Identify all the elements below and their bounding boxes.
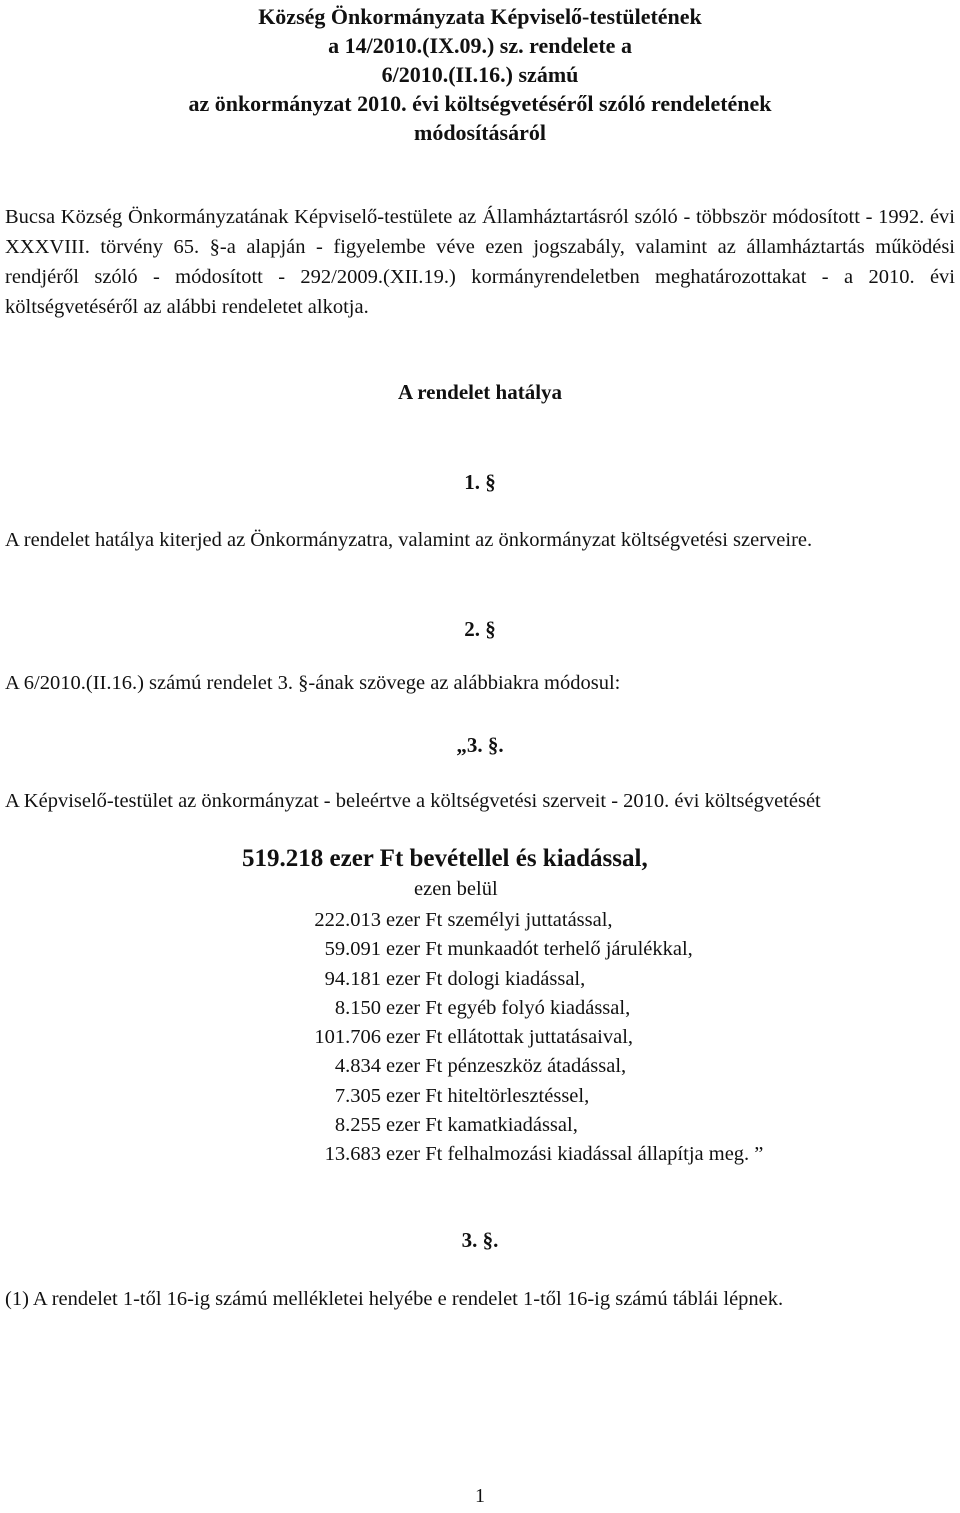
title-line-4: az önkormányzat 2010. évi költségvetéséről szóló rendeletének bbox=[188, 91, 772, 116]
item-amount: 13.683 bbox=[324, 1143, 381, 1166]
quoted-section-text: A Képviselő-testület az önkormányzat - beleértve a költségvetési szerveit - 2010. évi költségvetését bbox=[5, 790, 821, 812]
title-line-2: a 14/2010.(IX.09.) sz. rendelete a bbox=[328, 33, 632, 58]
quoted-section-label: „3. §. bbox=[456, 733, 504, 757]
item-text: ezer Ft felhalmozási kiadással állapítja meg. ” bbox=[386, 1143, 764, 1166]
item-text: ezer Ft hiteltörlesztéssel, bbox=[386, 1084, 590, 1107]
item-amount: 4.834 bbox=[334, 1055, 381, 1078]
list-item bbox=[248, 965, 888, 994]
paragraph-1-text: A rendelet hatálya kiterjed az Önkormányzatra, valamint az önkormányzat költségvetési szerveire. bbox=[5, 529, 813, 551]
list-item bbox=[248, 1140, 888, 1169]
item-amount: 94.181 bbox=[324, 967, 381, 990]
list-item bbox=[248, 1052, 888, 1081]
list-item bbox=[248, 1023, 888, 1052]
title-line-3: 6/2010.(II.16.) számú bbox=[381, 62, 579, 87]
paragraph-2-label: 2. § bbox=[464, 617, 496, 641]
item-amount: 59.091 bbox=[324, 938, 381, 961]
list-item bbox=[248, 1082, 888, 1111]
item-text: ezer Ft kamatkiadással, bbox=[386, 1114, 578, 1137]
paragraph-3-text: (1) A rendelet 1-től 16-ig számú mellékletei helyébe e rendelet 1-től 16-ig számú táblái lépnek. bbox=[5, 1288, 784, 1310]
page-number: 1 bbox=[475, 1485, 485, 1507]
title-line-5: módosításáról bbox=[414, 120, 546, 145]
budget-total: 519.218 ezer Ft bevétellel és kiadással, bbox=[242, 845, 648, 872]
item-text: ezer Ft pénzeszköz átadással, bbox=[386, 1055, 627, 1078]
item-amount: 8.255 bbox=[334, 1114, 381, 1137]
paragraph-3-label: 3. §. bbox=[461, 1228, 499, 1252]
list-item bbox=[248, 1111, 888, 1140]
list-item bbox=[248, 935, 888, 964]
item-amount: 101.706 bbox=[314, 1026, 381, 1049]
paragraph-1-label: 1. § bbox=[464, 470, 496, 494]
list-item bbox=[248, 906, 888, 935]
document-title bbox=[0, 2, 960, 147]
section-heading: A rendelet hatálya bbox=[397, 380, 563, 404]
item-amount: 7.305 bbox=[334, 1084, 381, 1107]
item-text: ezer Ft egyéb folyó kiadással, bbox=[386, 996, 631, 1019]
list-item bbox=[248, 994, 888, 1023]
item-text: ezer Ft személyi juttatással, bbox=[386, 909, 613, 931]
item-text: ezer Ft munkaadót terhelő járulékkal, bbox=[386, 938, 693, 961]
item-amount: 8.150 bbox=[334, 996, 381, 1019]
preamble-paragraph: Bucsa Község Önkormányzatának Képviselő-testülete az Államháztartásról szóló - többször módosított - 1992. évi XXXVIII. törvény 65. §-a alapján - figyelembe véve ezen jogszabály, valamint az államháztartás működési rendjéről szóló - módosított - 292/2009.(XII.19.) kormányrendeletben meghatározottakat - a 2010. évi költségvetéséről az alábbi rendeletet alkotja. bbox=[5, 206, 955, 318]
paragraph-2-text: A 6/2010.(II.16.) számú rendelet 3. §-ának szövege az alábbiakra módosul: bbox=[5, 672, 621, 694]
item-amount: 222.013 bbox=[314, 909, 381, 931]
item-text: ezer Ft ellátottak juttatásaival, bbox=[386, 1026, 634, 1049]
budget-items-list bbox=[248, 906, 888, 1170]
item-text: ezer Ft dologi kiadással, bbox=[386, 967, 586, 990]
within-label: ezen belül bbox=[414, 878, 498, 900]
title-line-1: Község Önkormányzata Képviselő-testületének bbox=[258, 4, 702, 29]
